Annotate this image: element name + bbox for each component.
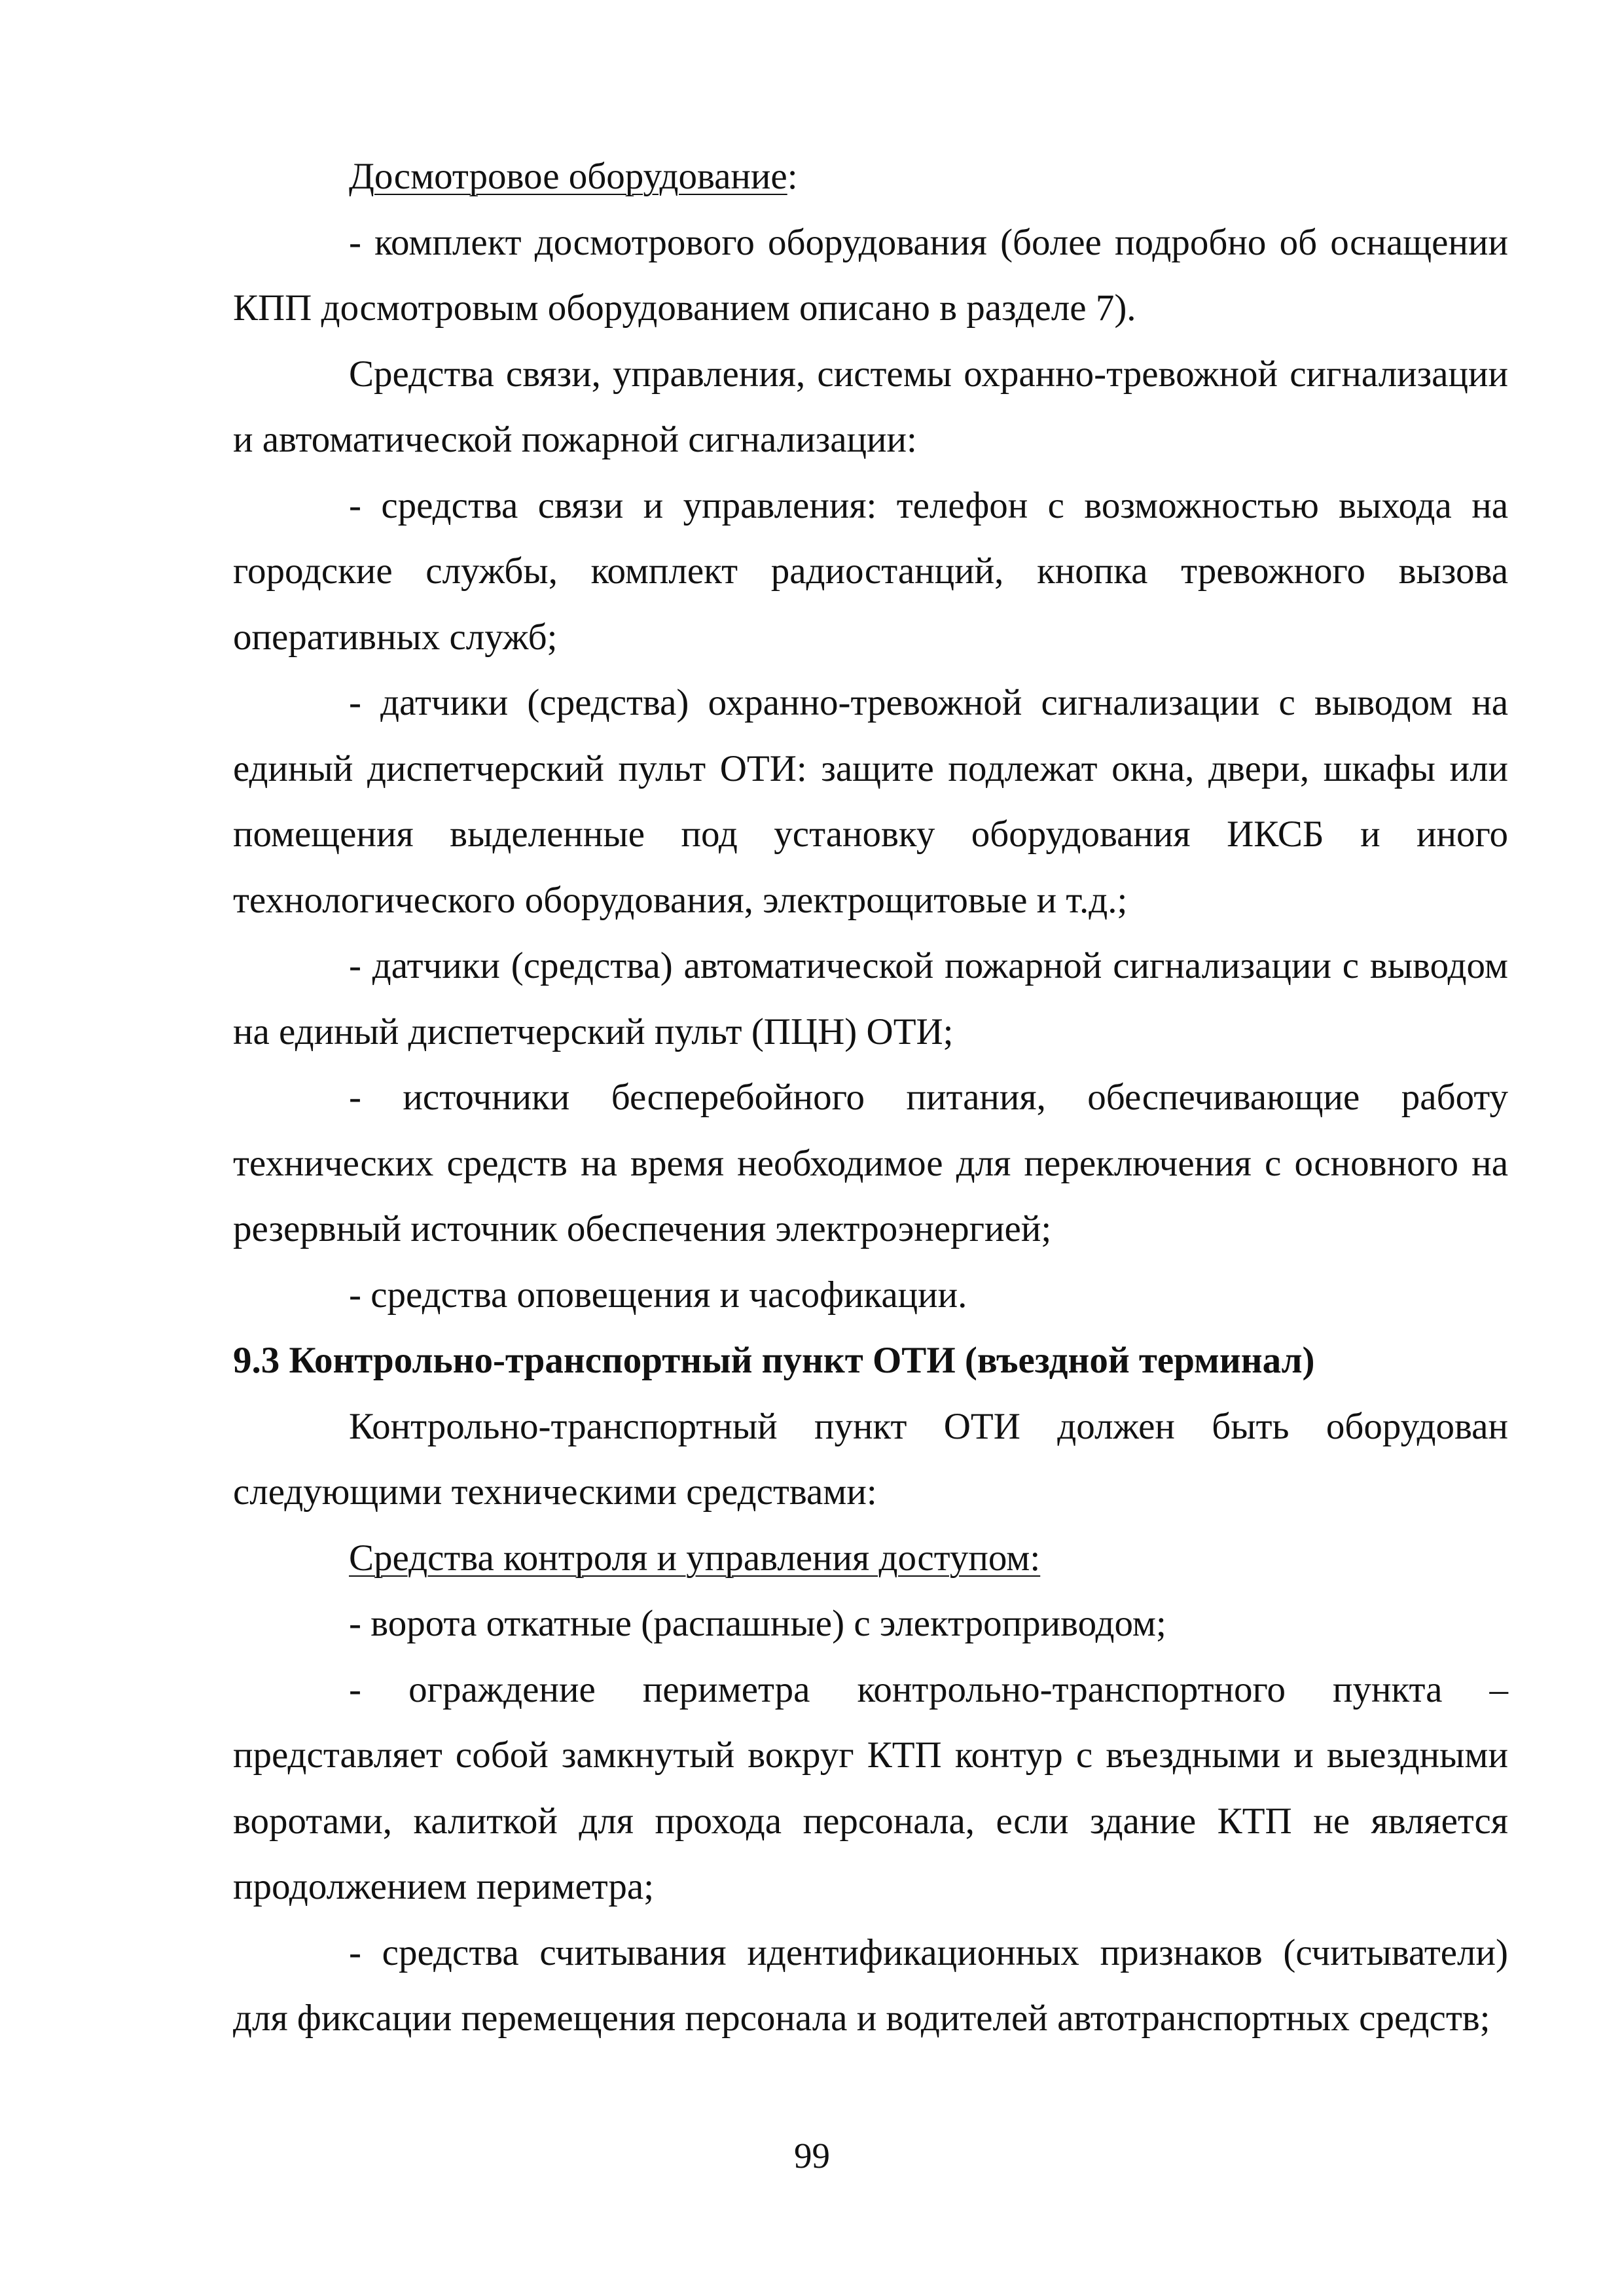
paragraph-fire-alarm-sensors: - датчики (средства) автоматической пожарной сигнализации с выводом на единый диспетчерский пульт (ПЦН) ОТИ; <box>233 945 1508 1052</box>
paragraph-notification-clock: - средства оповещения и часофикации. <box>349 1274 967 1316</box>
section-heading-9-3: 9.3 Контрольно-транспортный пункт ОТИ (въездной терминал) <box>233 1340 1315 1381</box>
paragraph-ups-sources: - источники бесперебойного питания, обеспечивающие работу технических средств на время необходимое для переключения с основного на резервный источник обеспечения электроэнергией; <box>233 1077 1508 1249</box>
paragraph-readers: - средства считывания идентификационных признаков (считыватели) для фиксации перемещения персонала и водителей автотранспортных средств; <box>233 1931 1508 2039</box>
paragraph-perimeter-fence: - ограждение периметра контрольно-транспортного пункта – представляет собой замкнутый вокруг КТП контур с въездными и выездными воротами, калиткой для прохода персонала, если здание КТП не является продолжением периметра; <box>233 1668 1508 1907</box>
page-content <box>233 144 1508 2052</box>
paragraph-inspection-kit: - комплект досмотрового оборудования (более подробно об оснащении КПП досмотровым оборудованием описано в разделе 7). <box>233 221 1508 329</box>
paragraph-ktp-intro: Контрольно-транспортный пункт ОТИ должен быть оборудован следующими техническими средствами: <box>233 1405 1508 1513</box>
paragraph-security-alarm-sensors: - датчики (средства) охранно-тревожной сигнализации с выводом на единый диспетчерский пульт ОТИ: защите подлежат окна, двери, шкафы или помещения выделенные под установку оборудования ИКСБ и иного технологического оборудования, электрощитовые и т.д.; <box>233 682 1508 921</box>
inspection-equipment-title-colon: : <box>787 156 798 197</box>
page-number: 99 <box>794 2136 830 2176</box>
access-control-subheading-text: Средства контроля и управления доступом: <box>349 1537 1041 1579</box>
paragraph-communication-control: - средства связи и управления: телефон с возможностью выхода на городские службы, комплект радиостанций, кнопка тревожного вызова оперативных служб; <box>233 484 1508 658</box>
access-control-subheading <box>233 1526 1508 1592</box>
paragraph-communication-means-intro: Средства связи, управления, системы охранно-тревожной сигнализации и автоматической пожарной сигнализации: <box>233 353 1508 460</box>
inspection-equipment-title <box>233 144 1508 210</box>
paragraph-gates: - ворота откатные (распашные) с электроприводом; <box>349 1603 1166 1644</box>
inspection-equipment-title-text: Досмотровое оборудование <box>349 156 787 197</box>
